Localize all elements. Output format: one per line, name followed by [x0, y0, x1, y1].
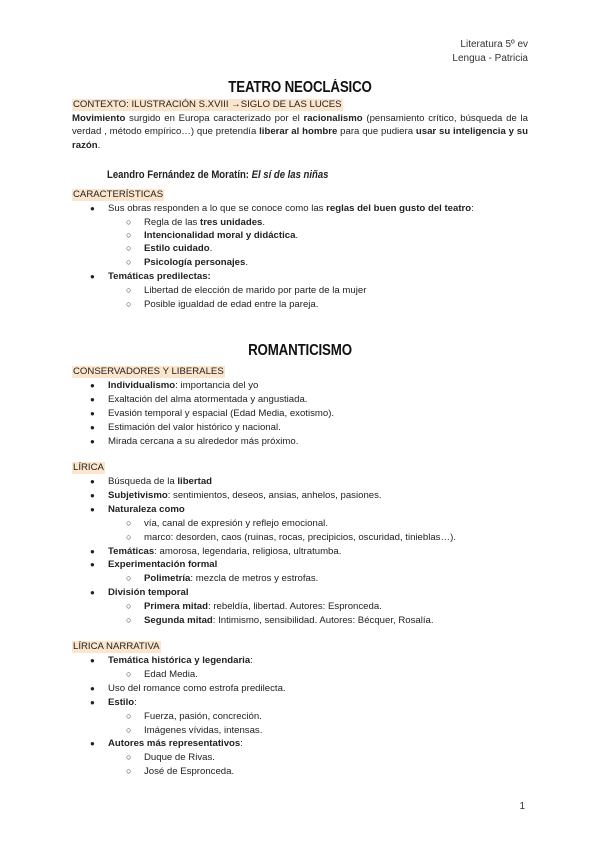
caracteristicas-label: CARACTERÍSTICAS	[73, 189, 164, 200]
lirica-label: LÍRICA	[73, 462, 104, 473]
header-subject: Literatura 5º ev	[460, 39, 528, 50]
page-header	[452, 38, 528, 66]
author-heading: Leandro Fernández de Moratín: El sí de las niñas	[107, 169, 329, 181]
section-title-neoclasico: TEATRO NEOCLÁSICO	[228, 79, 372, 96]
lirica-narrativa-label: LÍRICA NARRATIVA	[73, 641, 160, 652]
context-label: CONTEXTO: ILUSTRACIÓN S.XVIII →SIGLO DE LAS LUCES	[73, 99, 342, 110]
document-page: Literatura 5º ev Lengua - Patricia TEATRO NEOCLÁSICO CONTEXTO: ILUSTRACIÓN S.XVIII →SIGLO DE LAS LUCES Movimiento surgido en Europa caracterizado por el racionalismo (pensamiento crítico, búsqueda de la verdad , método empírico…) que pretendía liberar al hombre para que pudiera usar su inteligencia y su razón. Leandro Fernández de Moratín: El sí de las niñas CARACTERÍSTICAS ● Sus obras responden a lo que se conoce como las reglas del buen gusto del teatro: ○ Regla de las tres unidades. ○ Intencionalidad moral y didáctica. ○ Estilo cuidado. ○ Psicología personajes. ● Temáticas predilectas: ○ Libertad de elección de marido por parte de la mujer ○ Posible igualdad de edad entre la pareja. ROMANTICISMO CONSERVADORES Y LIBERALES ● Individualismo: importancia del yo ● Exaltación del alma atormentada y angustiada. ● Evasión temporal y espacial (Edad Media, exotismo). ● Estimación del valor histórico y nacional. ● Mirada cercana a su alrededor más próximo. LÍRICA ● Búsqueda de la libertad ● Subjetivismo: sentimientos, deseos, ansias, anhelos, pasiones. ● Naturaleza como ○ vía, canal de expresión y reflejo emocional. ○ marco: desorden, caos (ruinas, rocas, precipicios, oscuridad, tinieblas…). ● Temáticas: amorosa, legendaria, religiosa, ultratumba. ● Experimentación formal ○ Polimetría: mezcla de metros y estrofas. ● División temporal ○ Primera mitad: rebeldía, libertad. Autores: Espronceda. ○ Segunda mitad: Intimismo, sensibilidad. Autores: Bécquer, Rosalía. LÍRICA NARRATIVA ● Temática histórica y legendaria: ○ Edad Media. ● Uso del romance como estrofa predilecta. ● Estilo: ○ Fuerza, pasión, concreción. ○ Imágenes vívidas, intensas. ● Autores más representativos: ○ Duque de Rivas. ○ José de Espronceda. 1	[0, 0, 600, 848]
context-paragraph: Movimiento surgido en Europa caracterizado por el racionalismo (pensamiento crítico, búsqueda de la verdad , método empírico…) que pretendía liberar al hombre para que pudiera usar su inteligencia y su razón.	[72, 113, 529, 151]
section-title-romanticismo: ROMANTICISMO	[248, 342, 352, 359]
conservadores-label: CONSERVADORES Y LIBERALES	[73, 366, 224, 377]
header-course: Lengua - Patricia	[452, 53, 528, 64]
page-number: 1	[519, 801, 525, 812]
